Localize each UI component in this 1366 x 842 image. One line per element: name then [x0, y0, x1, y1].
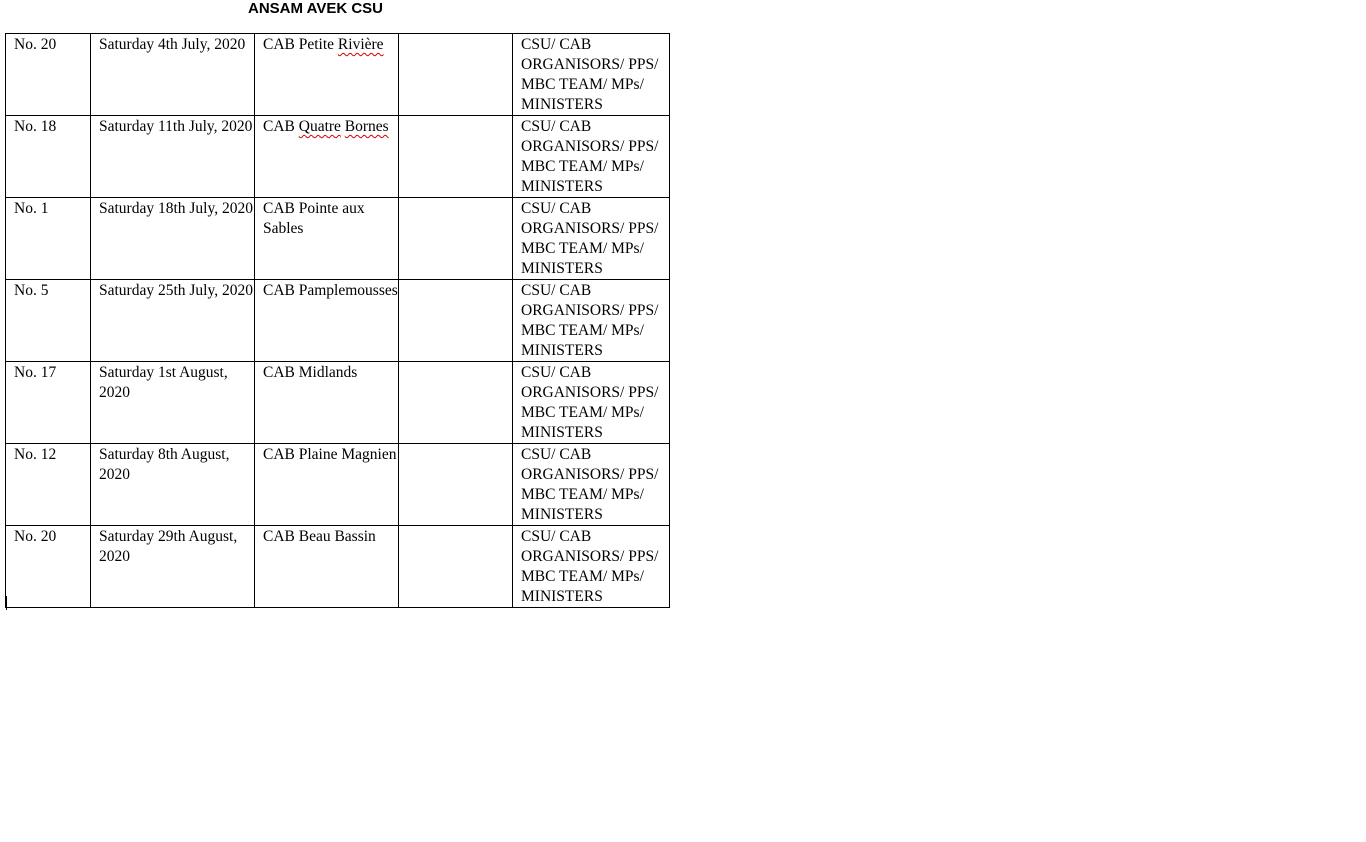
cell-venue[interactable]: CAB Midlands: [255, 362, 399, 444]
cell-empty[interactable]: [399, 198, 513, 280]
cell-venue[interactable]: CAB Beau Bassin: [255, 526, 399, 608]
cell-date[interactable]: Saturday 1st August, 2020: [91, 362, 255, 444]
cell-participants[interactable]: CSU/ CAB ORGANISORS/ PPS/ MBC TEAM/ MPs/ MINISTERS: [513, 116, 670, 198]
cell-number[interactable]: No. 5: [6, 280, 91, 362]
cell-venue[interactable]: CAB Pointe aux Sables: [255, 198, 399, 280]
cell-date[interactable]: Saturday 8th August, 2020: [91, 444, 255, 526]
venue-misspelled-text: Rivière: [337, 36, 384, 53]
cell-empty[interactable]: [399, 280, 513, 362]
table-row: [6, 116, 670, 198]
cell-venue[interactable]: [255, 34, 399, 116]
document-title: ANSAM AVEK CSU: [248, 0, 384, 17]
cell-empty[interactable]: [399, 34, 513, 116]
cell-participants[interactable]: CSU/ CAB ORGANISORS/ PPS/ MBC TEAM/ MPs/ MINISTERS: [513, 526, 670, 608]
cell-empty[interactable]: [399, 116, 513, 198]
table-row: [6, 34, 670, 116]
cell-number[interactable]: No. 12: [6, 444, 91, 526]
cell-venue[interactable]: CAB Plaine Magnien: [255, 444, 399, 526]
cell-date[interactable]: Saturday 18th July, 2020: [91, 198, 255, 280]
venue-text: CAB: [263, 118, 299, 135]
table-row: [6, 280, 670, 362]
schedule-table: [5, 33, 670, 608]
cell-date[interactable]: Saturday 11th July, 2020: [91, 116, 255, 198]
table-row: [6, 444, 670, 526]
cell-participants[interactable]: CSU/ CAB ORGANISORS/ PPS/ MBC TEAM/ MPs/ MINISTERS: [513, 444, 670, 526]
text-cursor: [6, 596, 7, 610]
cell-number[interactable]: No. 17: [6, 362, 91, 444]
cell-empty[interactable]: [399, 444, 513, 526]
cell-venue[interactable]: [255, 116, 399, 198]
cell-date[interactable]: Saturday 4th July, 2020: [91, 34, 255, 116]
venue-misspelled-text: Bornes: [344, 118, 389, 135]
table-row: [6, 526, 670, 608]
cell-participants[interactable]: CSU/ CAB ORGANISORS/ PPS/ MBC TEAM/ MPs/ MINISTERS: [513, 34, 670, 116]
venue-misspelled-text: Quatre: [298, 118, 341, 135]
cell-empty[interactable]: [399, 526, 513, 608]
table-row: [6, 198, 670, 280]
cell-number[interactable]: No. 20: [6, 526, 91, 608]
table-row: [6, 362, 670, 444]
cell-number[interactable]: No. 1: [6, 198, 91, 280]
cell-date[interactable]: Saturday 29th August, 2020: [91, 526, 255, 608]
cell-empty[interactable]: [399, 362, 513, 444]
cell-venue[interactable]: CAB Pamplemousses: [255, 280, 399, 362]
venue-text: CAB Petite: [263, 36, 335, 53]
cell-number[interactable]: No. 20: [6, 34, 91, 116]
cell-participants[interactable]: CSU/ CAB ORGANISORS/ PPS/ MBC TEAM/ MPs/ MINISTERS: [513, 198, 670, 280]
cell-number[interactable]: No. 18: [6, 116, 91, 198]
cell-participants[interactable]: CSU/ CAB ORGANISORS/ PPS/ MBC TEAM/ MPs/ MINISTERS: [513, 280, 670, 362]
cell-date[interactable]: Saturday 25th July, 2020: [91, 280, 255, 362]
cell-participants[interactable]: CSU/ CAB ORGANISORS/ PPS/ MBC TEAM/ MPs/ MINISTERS: [513, 362, 670, 444]
